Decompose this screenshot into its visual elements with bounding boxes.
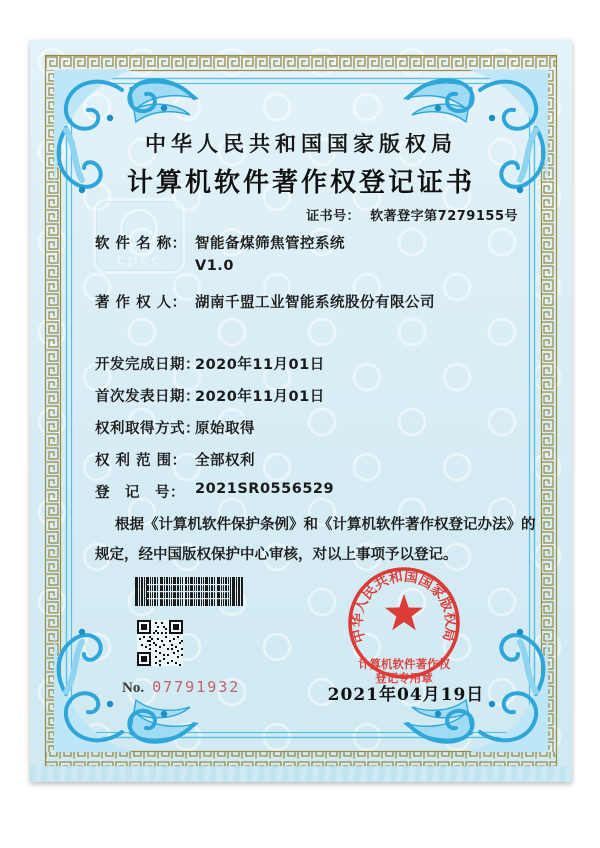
field-value: 2020年11月01日: [195, 357, 325, 373]
field-value: 2021SR0556529: [195, 481, 335, 497]
seal-ring-text: 中华人民共和国国家版权局: [348, 567, 460, 645]
serial-number: [122, 678, 240, 697]
field-label: 开发完成日期：: [95, 357, 200, 373]
statement-line-2: 规定，经中国版权保护中心审核，对以上事项予以登记。: [95, 547, 458, 563]
field-value: 全部权利: [195, 453, 255, 469]
field-label: 著 作 权 人：: [95, 295, 187, 311]
field-value: 湖南千盟工业智能系统股份有限公司: [195, 295, 435, 311]
certificate-number: [306, 205, 518, 224]
software-version: V1.0: [195, 258, 234, 274]
authority-title: 中华人民共和国国家版权局: [145, 131, 457, 156]
star-icon: [385, 594, 423, 630]
seal-line-1: 计算机软件著作权: [358, 657, 450, 671]
registration-statement: [95, 510, 550, 570]
issue-date: 2021年04月19日: [327, 685, 485, 705]
field-value: 智能备煤筛焦管控系统 V1.0: [195, 236, 345, 274]
field-label: 首次发表日期：: [95, 389, 200, 405]
bottom-guilloche-band: [30, 766, 572, 782]
field-label: 登 记 号：: [95, 485, 185, 501]
field-value: 原始取得: [195, 421, 255, 437]
serial-prefix: No.: [122, 680, 145, 696]
certificate-title: 计算机软件著作权登记证书: [126, 168, 475, 198]
official-seal: [329, 548, 479, 698]
qr-code: [137, 620, 183, 666]
seal-line-2: 登记专用章: [375, 671, 433, 685]
certificate-paper: [30, 40, 572, 782]
field-label: 权 利 范 围：: [95, 453, 187, 469]
cpcc-watermark-text: cpcc: [116, 251, 162, 269]
certificate-number-label: 证书号：: [306, 209, 361, 224]
field-label: 软 件 名 称：: [95, 236, 187, 252]
certificate-number-value: 软著登字第7279155号: [370, 209, 518, 224]
field-value: 2020年11月01日: [195, 389, 325, 405]
serial-value: 07791932: [152, 678, 241, 696]
field-label: 权利取得方式：: [95, 421, 200, 437]
pdf417-barcode: [135, 577, 243, 606]
statement-line-1: 根据《计算机软件保护条例》和《计算机软件著作权登记办法》的: [115, 517, 536, 533]
